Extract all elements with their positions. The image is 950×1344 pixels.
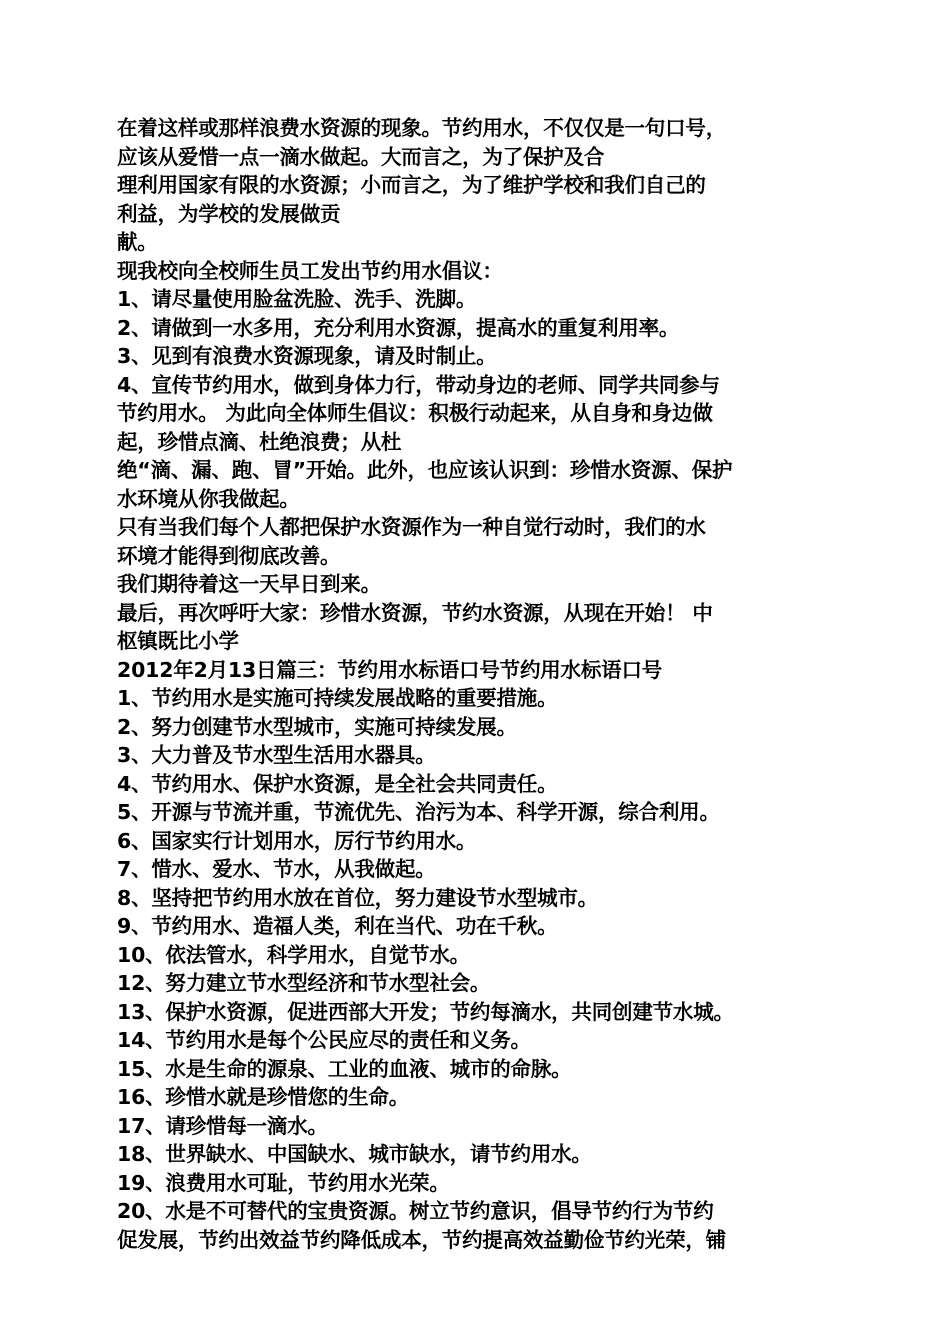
list-item: 2、努力创建节水型城市，实施可持续发展。 (117, 714, 517, 739)
list-item: 8、坚持把节约用水放在首位，努力建设节水型城市。 (117, 885, 598, 910)
list-item: 1、节约用水是实施可持续发展战略的重要措施。 (117, 686, 558, 710)
list-item: 14、节约用水是每个公民应尽的责任和义务。 (117, 1028, 531, 1052)
text-line: 利益，为学校的发展做贡 (117, 201, 341, 226)
list-item: 4、节约用水、保护水资源，是全社会共同责任。 (117, 771, 558, 796)
list-item: 3、见到有浪费水资源现象，请及时制止。 (117, 344, 497, 368)
text-line: 促发展，节约出效益节约降低成本，节约提高效益勤俭节约光荣，铺 (117, 1227, 726, 1252)
text-line: 我们期待着这一天早日到来。 (117, 572, 381, 596)
list-item: 1、请尽量使用脸盆洗脸、洗手、洗脚。 (117, 287, 477, 311)
list-item: 20、水是不可替代的宝贵资源。树立节约意识，倡导节约行为节约 (117, 1199, 714, 1223)
list-item: 2、请做到一水多用，充分利用水资源，提高水的重复利用率。 (117, 315, 680, 340)
list-item: 4、宣传节约用水，做到身体力行，带动身边的老师、同学共同参与 (117, 372, 720, 397)
list-item: 19、浪费用水可耻，节约用水光荣。 (117, 1170, 450, 1195)
list-item: 9、节约用水、造福人类，利在当代、功在千秋。 (117, 914, 558, 938)
text-line: 起，珍惜点滴、杜绝浪费；从杜 (117, 429, 402, 454)
text-line: 环境才能得到彻底改善。 (117, 543, 341, 568)
text-line: 节约用水。 为此向全体师生倡议：积极行动起来，从自身和身边做 (117, 401, 713, 425)
text-line: 现我校向全校师生员工发出节约用水倡议： (117, 258, 503, 283)
text-line: 应该从爱惜一点一滴水做起。大而言之，为了保护及合 (117, 144, 605, 169)
text-line: 绝“滴、漏、跑、冒”开始。此外，也应该认识到：珍惜水资源、保护 (117, 458, 733, 482)
section-heading: 2012年2月13日篇三：节约用水标语口号节约用水标语口号 (117, 657, 663, 682)
list-item: 13、保护水资源，促进西部大开发；节约每滴水，共同创建节水城。 (117, 999, 734, 1024)
list-item: 18、世界缺水、中国缺水、城市缺水，请节约用水。 (117, 1142, 592, 1166)
list-item: 5、开源与节流并重，节流优先、治污为本、科学开源，综合利用。 (117, 800, 720, 824)
text-line: 枢镇既比小学 (117, 629, 239, 653)
list-item: 7、惜水、爱水、节水，从我做起。 (117, 857, 436, 881)
list-item: 6、国家实行计划用水，厉行节约用水。 (117, 828, 477, 853)
text-line: 理利用国家有限的水资源；小而言之，为了维护学校和我们自己的 (117, 173, 706, 197)
text-line: 最后，再次呼吁大家：珍惜水资源，节约水资源，从现在开始！ 中 (117, 600, 713, 625)
list-item: 10、依法管水，科学用水，自觉节水。 (117, 942, 470, 967)
list-item: 12、努力建立节水型经济和节水型社会。 (117, 971, 491, 995)
text-line: 献。 (117, 230, 158, 254)
text-line: 水环境从你我做起。 (117, 486, 300, 511)
document-body (117, 114, 839, 1254)
text-line: 在着这样或那样浪费水资源的现象。节约用水，不仅仅是一句口号， (117, 116, 726, 140)
list-item: 16、珍惜水就是珍惜您的生命。 (117, 1085, 410, 1109)
list-item: 3、大力普及节水型生活用水器具。 (117, 743, 436, 767)
text-line: 只有当我们每个人都把保护水资源作为一种自觉行动时，我们的水 (117, 515, 706, 539)
list-item: 15、水是生命的源泉、工业的血液、城市的命脉。 (117, 1056, 572, 1081)
list-item: 17、请珍惜每一滴水。 (117, 1113, 328, 1138)
